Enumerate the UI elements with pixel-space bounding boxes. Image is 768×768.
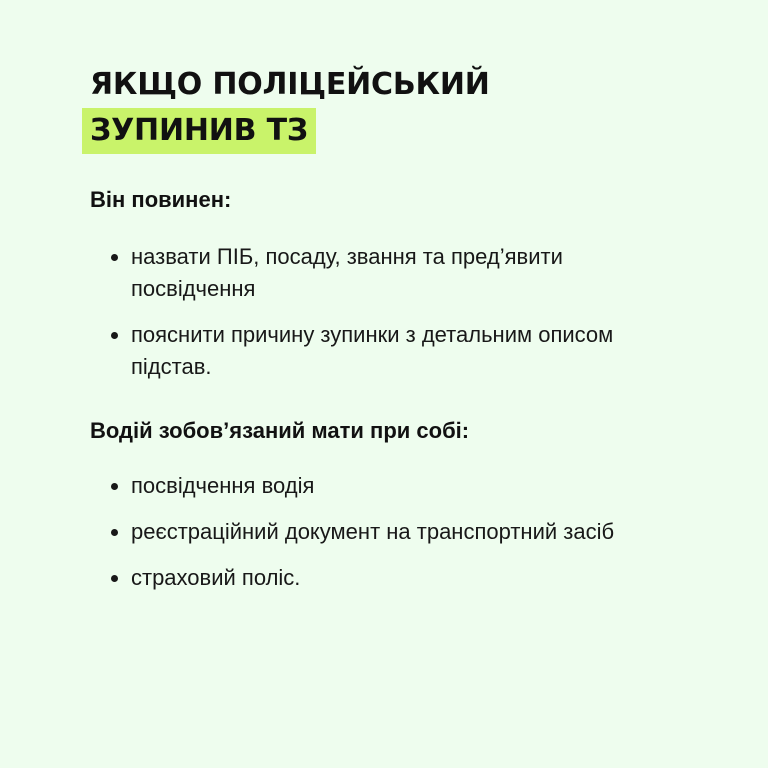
bullet-icon: [111, 332, 118, 339]
title-line-1: ЯКЩО ПОЛІЦЕЙСЬКИЙ: [90, 67, 490, 102]
bullet-icon: [111, 575, 118, 582]
list-item-text: страховий поліс.: [131, 565, 301, 590]
driver-documents-list: [107, 470, 687, 594]
list-item-text: пояснити причину зупинки з детальним описом підстав.: [131, 322, 614, 379]
section-heading-driver-documents: Водій зобов’язаний мати при собі:: [90, 418, 470, 443]
list-item: [107, 319, 687, 383]
title-line-2-highlighted: ЗУПИНИВ ТЗ: [82, 108, 316, 154]
list-item-text: посвідчення водія: [131, 473, 315, 498]
page-title: [82, 62, 498, 154]
bullet-icon: [111, 254, 118, 261]
list-item: [107, 516, 687, 548]
list-item: [107, 562, 687, 594]
list-item: [107, 241, 687, 305]
list-item-text: назвати ПІБ, посаду, звання та пред’явити посвідчення: [131, 244, 563, 301]
bullet-icon: [111, 529, 118, 536]
list-item-text: реєстраційний документ на транспортний засіб: [131, 519, 615, 544]
bullet-icon: [111, 483, 118, 490]
section-heading-officer-duties: Він повинен:: [90, 187, 232, 212]
list-item: [107, 470, 687, 502]
officer-duties-list: [107, 241, 687, 383]
